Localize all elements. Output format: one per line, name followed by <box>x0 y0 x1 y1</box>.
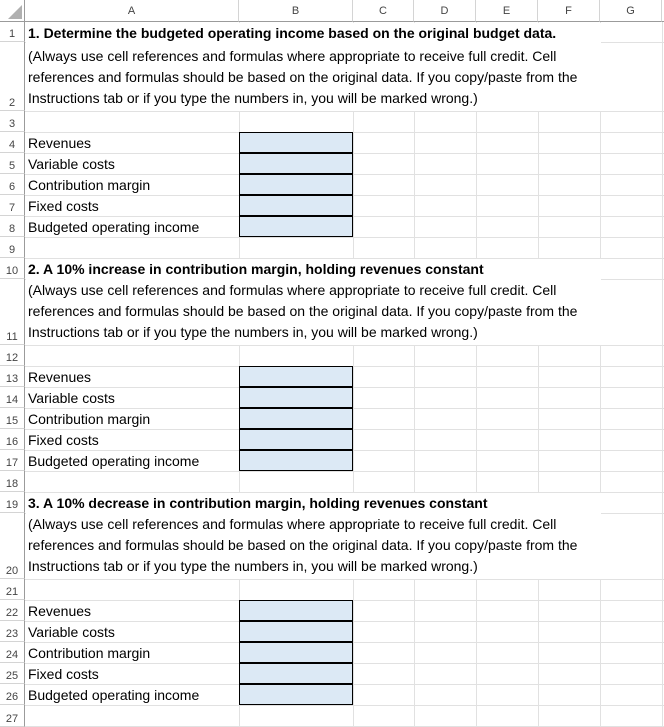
section-2-input-variable-costs[interactable] <box>239 387 353 408</box>
row-header-15[interactable]: 15 <box>0 408 25 429</box>
row-header-7[interactable]: 7 <box>0 195 25 216</box>
section-3-label-budgeted-operating-income[interactable]: Budgeted operating income <box>28 687 200 703</box>
section-1-label-contribution-margin[interactable]: Contribution margin <box>28 177 151 193</box>
row-header-14[interactable]: 14 <box>0 387 25 408</box>
row-header-18[interactable]: 18 <box>0 471 25 492</box>
section-3-label-revenues[interactable]: Revenues <box>28 603 92 619</box>
section-1-input-variable-costs[interactable] <box>239 153 353 174</box>
section-1-label-variable-costs[interactable]: Variable costs <box>28 156 115 172</box>
row-header-9[interactable]: 9 <box>0 237 25 258</box>
row-header-20[interactable]: 20 <box>0 513 25 579</box>
gridline-row <box>25 111 664 112</box>
section-2-title[interactable]: 2. A 10% increase in contribution margin, holding revenues constant <box>28 261 484 277</box>
section-3-instructions[interactable]: (Always use cell references and formulas where appropriate to receive full credit. Cell references and formulas should be based on the original data. If you copy/paste from the Instructions tab or if you type the numbers in, you will be marked wrong.) <box>28 516 578 574</box>
section-1-input-budgeted-operating-income[interactable] <box>239 216 353 237</box>
corner-triangle-icon <box>8 5 22 19</box>
row-header-21[interactable]: 21 <box>0 579 25 600</box>
section-3-title[interactable]: 3. A 10% decrease in contribution margin, holding revenues constant <box>28 495 488 511</box>
row-header-17[interactable]: 17 <box>0 450 25 471</box>
column-header-f[interactable]: F <box>538 0 600 22</box>
section-1-input-revenues[interactable] <box>239 132 353 153</box>
gridline-row <box>25 237 664 238</box>
row-header-22[interactable]: 22 <box>0 600 25 621</box>
section-2-label-revenues[interactable]: Revenues <box>28 369 92 385</box>
row-header-24[interactable]: 24 <box>0 642 25 663</box>
section-1-label-budgeted-operating-income[interactable]: Budgeted operating income <box>28 219 200 235</box>
section-2-label-fixed-costs[interactable]: Fixed costs <box>28 432 99 448</box>
section-3-label-variable-costs[interactable]: Variable costs <box>28 624 115 640</box>
row-header-1[interactable]: 1 <box>0 22 25 42</box>
row-header-12[interactable]: 12 <box>0 345 25 366</box>
section-1-label-revenues[interactable]: Revenues <box>28 135 92 151</box>
row-header-3[interactable]: 3 <box>0 111 25 132</box>
column-header-g[interactable]: G <box>600 0 662 22</box>
section-2-input-fixed-costs[interactable] <box>239 429 353 450</box>
section-2-instructions[interactable]: (Always use cell references and formulas where appropriate to receive full credit. Cell references and formulas should be based on the original data. If you copy/paste from the Instructions tab or if you type the numbers in, you will be marked wrong.) <box>28 282 578 340</box>
section-1-title[interactable]: 1. Determine the budgeted operating income based on the original budget data. <box>28 25 557 41</box>
section-2-label-variable-costs[interactable]: Variable costs <box>28 390 115 406</box>
row-header-2[interactable]: 2 <box>0 42 25 111</box>
section-3-input-fixed-costs[interactable] <box>239 663 353 684</box>
section-3-input-revenues[interactable] <box>239 600 353 621</box>
row-header-10[interactable]: 10 <box>0 258 25 279</box>
section-3-input-contribution-margin[interactable] <box>239 642 353 663</box>
gridline-row <box>25 345 664 346</box>
section-3-input-budgeted-operating-income[interactable] <box>239 684 353 705</box>
column-header-b[interactable]: B <box>239 0 353 22</box>
section-1-label-fixed-costs[interactable]: Fixed costs <box>28 198 99 214</box>
section-2-label-contribution-margin[interactable]: Contribution margin <box>28 411 151 427</box>
section-1-instructions[interactable]: (Always use cell references and formulas where appropriate to receive full credit. Cell references and formulas should be based on the original data. If you copy/paste from the Instructions tab or if you type the numbers in, you will be marked wrong.) <box>28 48 578 106</box>
row-header-27[interactable]: 27 <box>0 705 25 727</box>
section-2-input-revenues[interactable] <box>239 366 353 387</box>
gridline-row <box>25 705 664 706</box>
row-header-4[interactable]: 4 <box>0 132 25 153</box>
row-header-25[interactable]: 25 <box>0 663 25 684</box>
section-2-input-budgeted-operating-income[interactable] <box>239 450 353 471</box>
section-2-label-budgeted-operating-income[interactable]: Budgeted operating income <box>28 453 200 469</box>
column-header-e[interactable]: E <box>476 0 538 22</box>
column-header-a[interactable]: A <box>25 0 239 22</box>
section-2-input-contribution-margin[interactable] <box>239 408 353 429</box>
section-3-input-variable-costs[interactable] <box>239 621 353 642</box>
row-header-26[interactable]: 26 <box>0 684 25 705</box>
section-1-input-contribution-margin[interactable] <box>239 174 353 195</box>
row-header-8[interactable]: 8 <box>0 216 25 237</box>
row-header-13[interactable]: 13 <box>0 366 25 387</box>
row-header-19[interactable]: 19 <box>0 492 25 513</box>
select-all-corner[interactable] <box>0 0 25 22</box>
row-header-23[interactable]: 23 <box>0 621 25 642</box>
row-header-6[interactable]: 6 <box>0 174 25 195</box>
section-3-label-fixed-costs[interactable]: Fixed costs <box>28 666 99 682</box>
row-header-11[interactable]: 11 <box>0 279 25 345</box>
row-header-16[interactable]: 16 <box>0 429 25 450</box>
column-header-d[interactable]: D <box>414 0 476 22</box>
gridline-row <box>25 579 664 580</box>
column-header-c[interactable]: C <box>353 0 414 22</box>
row-header-5[interactable]: 5 <box>0 153 25 174</box>
section-1-input-fixed-costs[interactable] <box>239 195 353 216</box>
section-3-label-contribution-margin[interactable]: Contribution margin <box>28 645 151 661</box>
gridline-row <box>25 471 664 472</box>
